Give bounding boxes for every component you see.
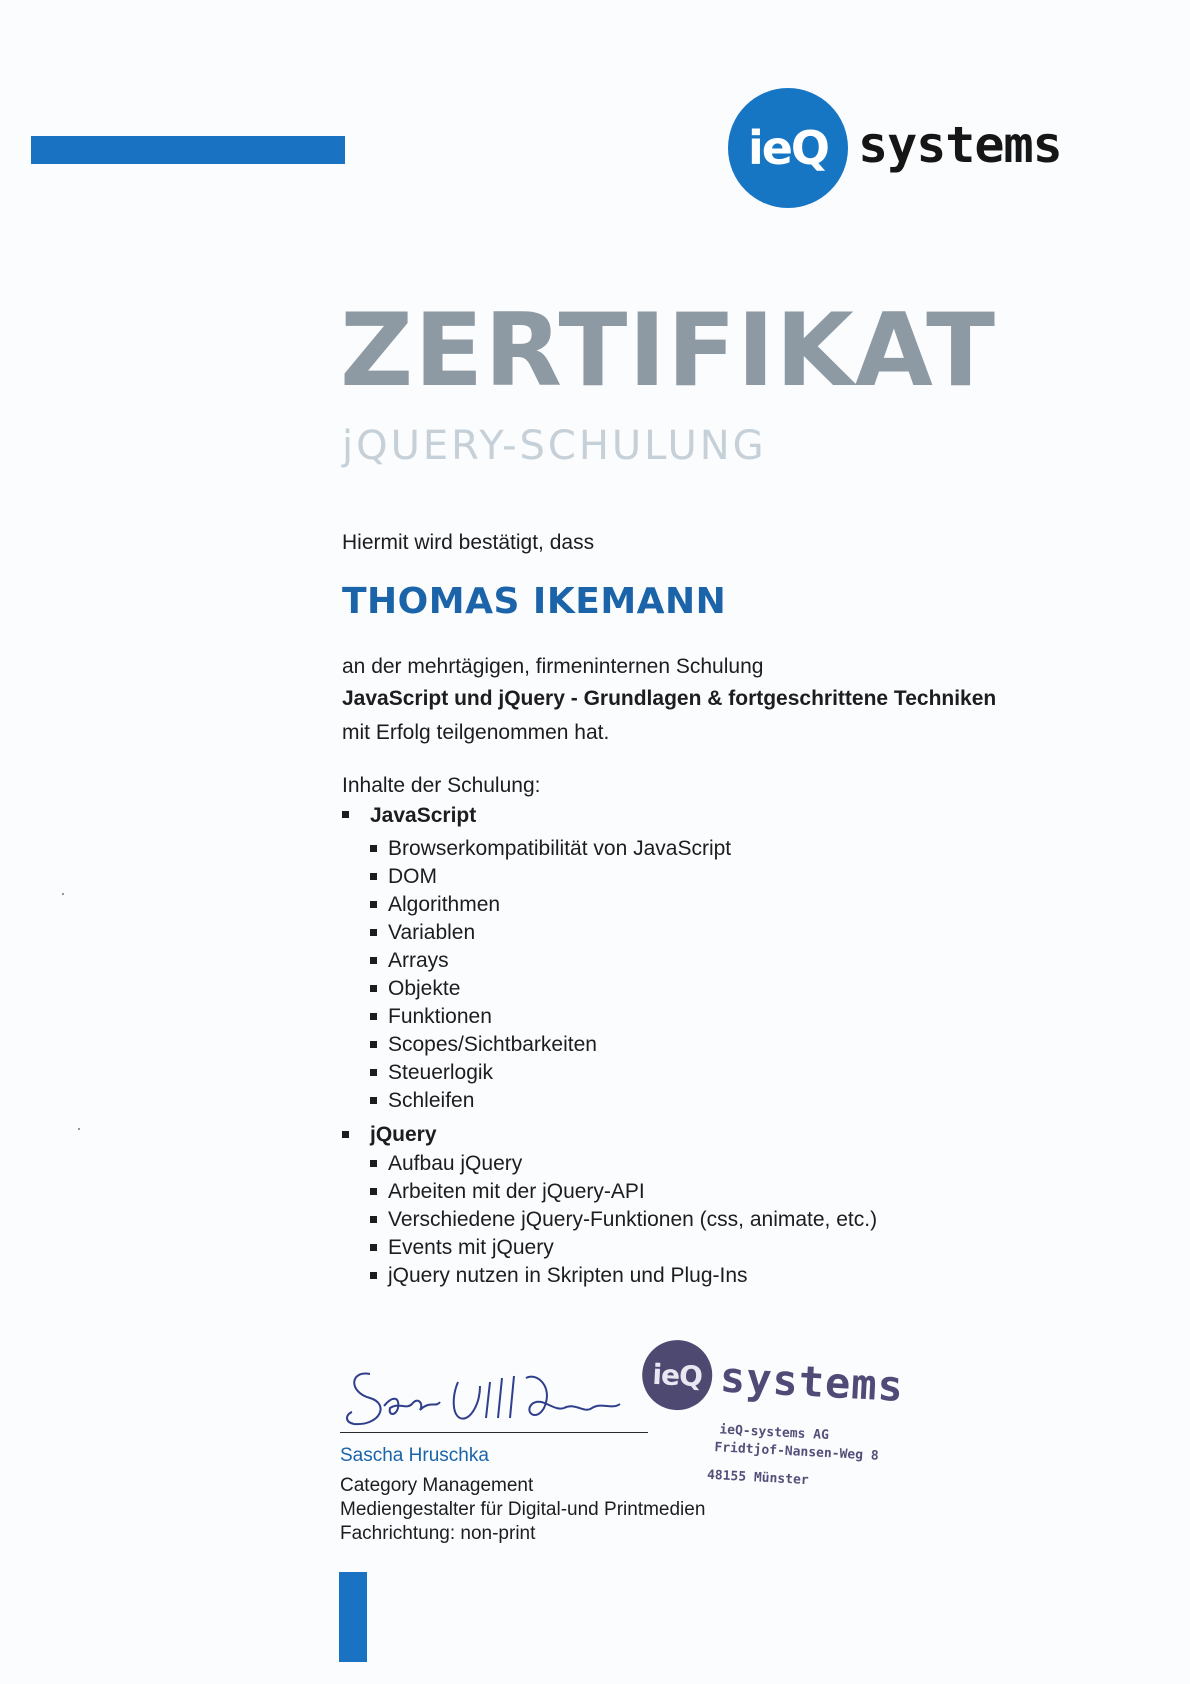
stamp-logo-mark: ieQ [640,1338,714,1412]
list-item: jQuery nutzen in Skripten und Plug-Ins [388,1264,748,1287]
contents-label: Inhalte der Schulung: [342,774,541,797]
recipient-name: THOMAS IKEMANN [342,581,727,622]
signer-role: Category Management [340,1475,534,1496]
bullet-icon [370,1069,377,1076]
bullet-icon [370,901,377,908]
bullet-icon [370,929,377,936]
list-item: Schleifen [388,1089,475,1112]
bullet-icon [342,811,349,818]
logo-wordmark: systems [858,116,1062,174]
certificate-subtitle: jQUERY-SCHULUNG [342,423,767,469]
bullet-icon [370,1160,377,1167]
signer-name: Sascha Hruschka [340,1445,489,1466]
handwritten-signature [340,1352,640,1438]
list-item: Verschiedene jQuery-Funktionen (css, animate, etc.) [388,1208,878,1231]
company-stamp [636,1338,906,1501]
list-item: DOM [388,865,437,888]
bottom-accent-bar [339,1572,367,1662]
section-label: JavaScript [370,804,477,827]
bullet-icon [370,1272,377,1279]
stamp-street: Fridtjof-Nansen-Weg 8 [714,1440,880,1464]
course-title: JavaScript und jQuery - Grundlagen & fortgeschrittene Techniken [342,687,997,710]
confirmation-text: Hiermit wird bestätigt, dass [342,531,595,554]
signature-line [340,1432,648,1433]
list-item: Scopes/Sichtbarkeiten [388,1033,597,1056]
signer-qualification: Mediengestalter für Digital-und Printmedien [340,1499,706,1520]
stamp-city: 48155 Münster [706,1467,810,1489]
bullet-icon [370,1216,377,1223]
scan-speck [62,893,64,895]
list-item: Browserkompatibilität von JavaScript [388,837,732,860]
list-item: Aufbau jQuery [388,1152,523,1175]
list-item: Arrays [388,949,449,972]
logo-mark: ieQ [728,88,848,208]
bullet-icon [370,1041,377,1048]
section-label: jQuery [370,1123,437,1146]
bullet-icon [370,985,377,992]
bullet-icon [342,1131,349,1138]
list-item: Funktionen [388,1005,492,1028]
list-item: Algorithmen [388,893,501,916]
company-logo [728,88,1068,208]
stamp-company: ieQ-systems AG [719,1422,830,1444]
signer-specialization: Fachrichtung: non-print [340,1523,536,1544]
stamp-wordmark: systems [718,1352,906,1411]
top-accent-bar [31,136,345,164]
bullet-icon [370,957,377,964]
bullet-icon [370,845,377,852]
course-outro-text: mit Erfolg teilgenommen hat. [342,721,610,744]
bullet-icon [370,1188,377,1195]
list-item: Events mit jQuery [388,1236,554,1259]
bullet-icon [370,1097,377,1104]
bullet-icon [370,873,377,880]
list-item: Arbeiten mit der jQuery-API [388,1180,645,1203]
bullet-icon [370,1013,377,1020]
list-item: Objekte [388,977,461,1000]
course-intro-text: an der mehrtägigen, firmeninternen Schulung [342,655,764,678]
bullet-icon [370,1244,377,1251]
list-item: Steuerlogik [388,1061,494,1084]
list-item: Variablen [388,921,476,944]
scan-speck [78,1128,80,1130]
certificate-title: ZERTIFIKAT [340,291,996,409]
